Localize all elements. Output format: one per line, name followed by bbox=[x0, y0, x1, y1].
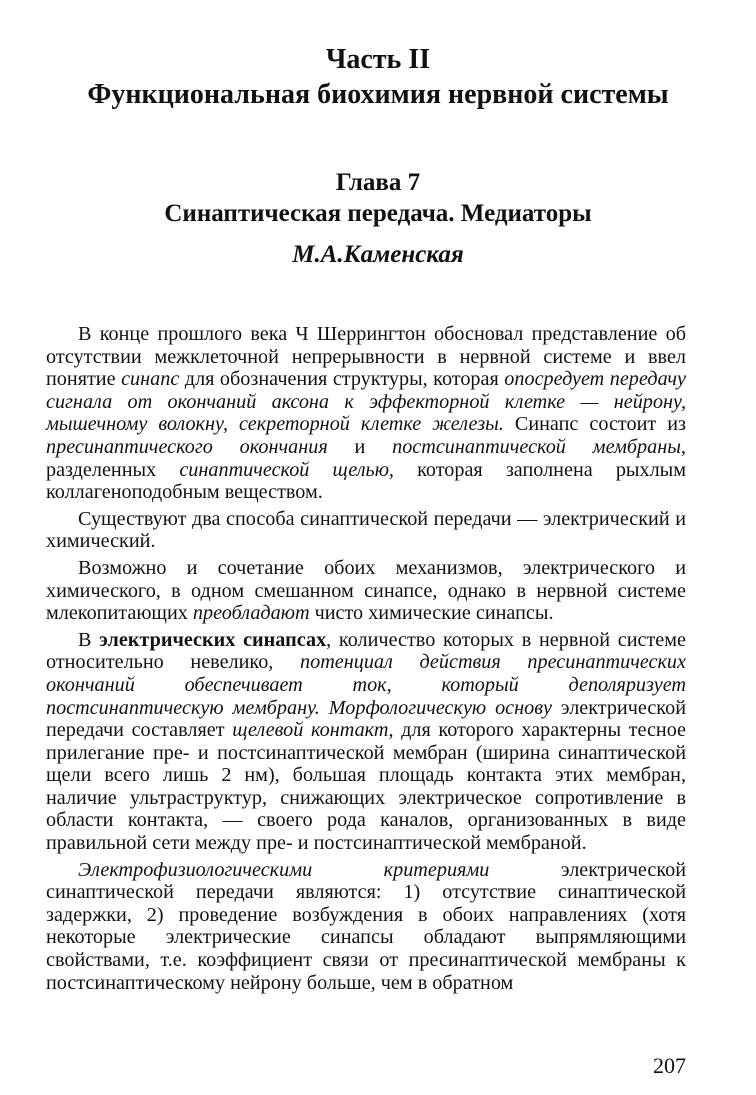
text-run: для обозначения структуры, которая bbox=[179, 368, 505, 391]
chapter-subtitle: Синаптическая передача. Медиаторы bbox=[164, 200, 592, 227]
text-run: электрической синаптической передачи являются: 1) отсутствие синаптической задержки, 2) проведение возбуждения в обоих направлениях (хотя некоторые электрические синапсы обладают выпрямляющими свойствами, т.е. коэффициент связи от пресинаптической мембраны к постсинаптическому нейрону больше, чем в обратном bbox=[46, 858, 686, 994]
paragraph-sherrington bbox=[46, 323, 686, 504]
chapter-author: М.А.Каменская bbox=[292, 241, 464, 268]
text-run: электрической передачи составляет bbox=[46, 696, 686, 742]
action-potential-statement: потенциал действия пресинаптических окончаний обеспечивает ток, который деполяризует постсинаптическую мембрану. Морфологическую основу bbox=[46, 651, 686, 719]
term-synapse: синапс bbox=[121, 368, 180, 391]
body-text bbox=[46, 323, 686, 998]
paragraph-mixed-synapse bbox=[46, 557, 686, 625]
paragraph-electrical-synapses bbox=[46, 629, 686, 855]
term-electrophysiological-criteria: Электрофизиологическими критериями bbox=[78, 858, 490, 881]
term-postsynaptic-membrane: постсинаптической мембраны, bbox=[392, 435, 686, 458]
text-run: разделенных bbox=[46, 458, 180, 481]
text-run: Синапс состоит из bbox=[503, 413, 686, 436]
term-electrical-synapses: электрических синапсах bbox=[99, 628, 327, 651]
term-presynaptic-terminal: пресинаптического окончания bbox=[46, 435, 328, 458]
chapter-title: Глава 7 bbox=[335, 169, 421, 196]
text-run: , количество которых в нервной системе относительно невелико, bbox=[46, 628, 686, 674]
term-predominate: преобладают bbox=[192, 602, 310, 625]
text-run: В конце прошлого века Ч Шеррингтон обосновал представление об отсутствии межклеточной непрерывности в нервной системе и ввел понятие bbox=[46, 323, 686, 391]
paragraph-two-methods bbox=[46, 508, 686, 553]
text-run: Возможно и сочетание обоих механизмов, электрического и химического, в одном смешанном синапсе, однако в нервной системе млекопитающих bbox=[46, 556, 686, 625]
term-gap-junction: щелевой контакт bbox=[232, 719, 389, 742]
synapse-definition: опосредует передачу сигнала от окончаний аксона к эффекторной клетке — нейрону, мышечному волокну, секреторной клетке железы. bbox=[46, 368, 686, 436]
text-run: чисто химические синапсы. bbox=[309, 602, 554, 625]
paragraph-criteria bbox=[46, 859, 686, 995]
text-run: и bbox=[327, 435, 393, 458]
term-synaptic-cleft: синаптической щелью, bbox=[179, 458, 394, 481]
text-run: В bbox=[78, 628, 100, 651]
part-title: Часть II bbox=[325, 44, 431, 75]
text-run: Существуют два способа синаптической передачи — электрический и химический. bbox=[46, 507, 686, 553]
text-run: которая заполнена рыхлым коллагеноподобным веществом. bbox=[46, 458, 686, 504]
text-run: , для которого характерны тесное прилегание пре- и постсинаптической мембран (ширина синаптической щели всего лишь 2 нм), большая площадь контакта этих мембран, наличие ультраструктур, снижающих электрическое сопротивление в области контакта, — своего рода каналов, организованных в виде правильной сети между пре- и постсинаптической мембраной. bbox=[46, 719, 687, 855]
part-subtitle: Функциональная биохимия нервной системы bbox=[87, 79, 669, 110]
page-number: 207 bbox=[653, 1053, 686, 1078]
